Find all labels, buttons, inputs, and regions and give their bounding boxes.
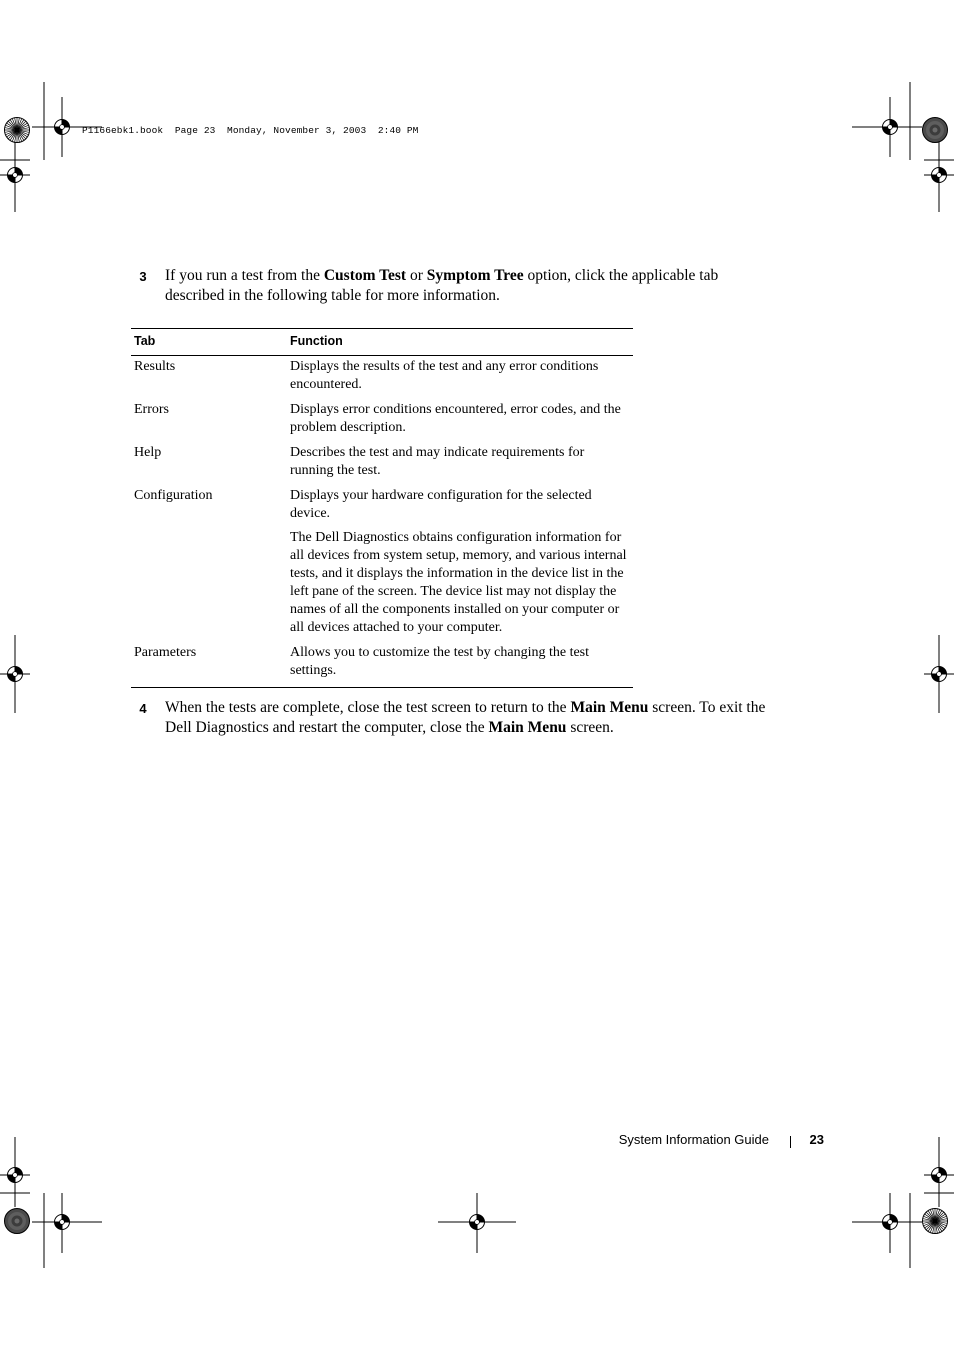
main-menu-term: Main Menu bbox=[488, 718, 567, 736]
table-row bbox=[131, 485, 633, 642]
text-run: If you run a test from the bbox=[165, 267, 324, 284]
guide-title: System Information Guide bbox=[618, 1132, 769, 1147]
step-number: 4 bbox=[139, 701, 147, 716]
function-paragraph: The Dell Diagnostics obtains configuration information for all devices from system setup, memory, and various internal tests, and it displays the information in the device list in the left pane of the screen. The device list may not display the names of all the components installed on your computer or all devices attached to your computer. bbox=[290, 530, 627, 635]
function-cell: Displays the results of the test and any error conditions encountered. bbox=[290, 359, 599, 392]
function-cell bbox=[287, 485, 633, 642]
page-number: 23 bbox=[809, 1132, 824, 1147]
table-header-row bbox=[131, 329, 633, 356]
function-cell: Displays error conditions encountered, error codes, and the problem description. bbox=[290, 402, 621, 435]
text-run: option, click the applicable tab described in the following table for more information. bbox=[165, 267, 719, 304]
step-4 bbox=[133, 698, 773, 737]
tab-cell: Parameters bbox=[131, 642, 287, 688]
file-slug: P1166ebk1.book Page 23 Monday, November 3, 2003 2:40 PM bbox=[82, 125, 419, 136]
page-footer bbox=[600, 1132, 824, 1152]
tab-cell: Errors bbox=[134, 402, 169, 417]
text-run: or bbox=[406, 267, 427, 284]
tab-cell: Configuration bbox=[134, 488, 213, 503]
text-run: When the tests are complete, close the test screen to return to the bbox=[165, 699, 571, 716]
function-cell: Describes the test and may indicate requirements for running the test. bbox=[290, 445, 585, 478]
main-menu-term: Main Menu bbox=[570, 699, 649, 716]
tab-cell: Results bbox=[134, 359, 176, 374]
step-3 bbox=[133, 266, 773, 305]
column-header-tab: Tab bbox=[131, 329, 287, 356]
table-row bbox=[131, 399, 633, 442]
column-header-function: Function bbox=[287, 329, 633, 356]
table-row bbox=[131, 356, 633, 400]
symptom-tree-term: Symptom Tree bbox=[426, 267, 524, 284]
text-run: screen. bbox=[566, 718, 614, 736]
tab-function-table bbox=[131, 328, 633, 688]
footer-divider bbox=[790, 1136, 791, 1148]
step-text bbox=[165, 698, 773, 737]
table-row bbox=[131, 642, 633, 688]
step-text bbox=[165, 266, 773, 305]
table-row bbox=[131, 442, 633, 485]
text-run: screen. To exit the Dell Diagnostics and restart the computer, close the bbox=[165, 699, 766, 736]
function-paragraph: Displays your hardware configuration for the selected device. bbox=[290, 488, 592, 521]
step-number: 3 bbox=[139, 269, 147, 284]
tab-cell: Help bbox=[134, 445, 162, 460]
function-cell: Allows you to customize the test by changing the test settings. bbox=[287, 642, 633, 688]
custom-test-term: Custom Test bbox=[323, 267, 407, 284]
